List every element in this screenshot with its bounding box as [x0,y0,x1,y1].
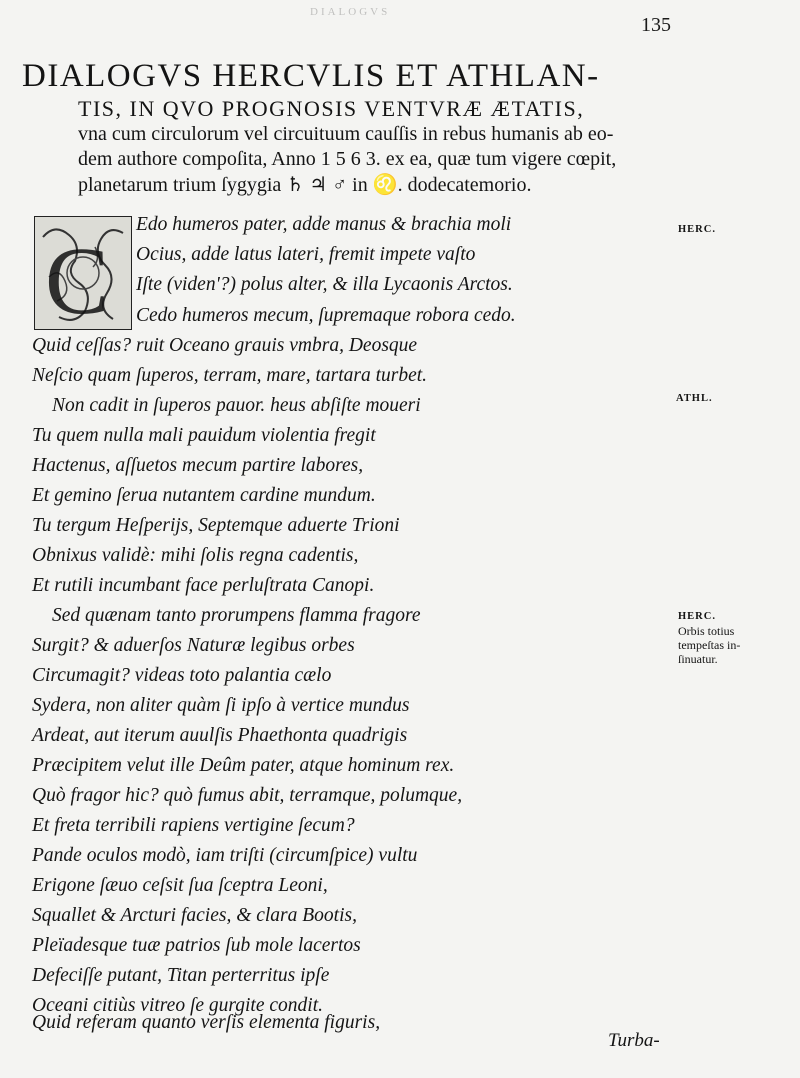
svg-text:C: C [45,227,110,329]
verse-line: Iſte (viden'?) polus alter, & illa Lycaonis Arctos. [136,274,513,295]
speaker-label: HERC. [678,224,716,235]
title-line-3: vna cum circulorum vel circuituum cauſſis in rebus humanis ab eo- [78,123,614,145]
verse-line: Sed quænam tanto prorumpens flamma fragore [52,605,421,626]
verse-line: Defeciſſe putant, Titan perterritus ipſe [32,965,330,986]
title-main: DIALOGVS HERCVLIS ET ATHLAN- [22,58,600,94]
decorated-initial [34,216,132,330]
verse-line: Edo humeros pater, adde manus & brachia moli [136,214,512,235]
speaker-label: ATHL. [676,393,713,404]
verse-line: Ocius, adde latus lateri, fremit impete vaſto [136,244,476,265]
verse-line: Tu tergum Heſperijs, Septemque aduerte Trioni [32,515,400,536]
title-line-5: planetarum trium ſygygia ♄ ♃ ♂ in ♌. dodecatemorio. [78,174,532,196]
verse-line: Et gemino ſerua nutantem cardine mundum. [32,485,376,506]
margin-note-line: Orbis totius [678,624,735,638]
verse-line: Pande oculos modò, iam triſti (circumſpice) vultu [32,845,418,866]
margin-note-line: ſinuatur. [678,652,718,666]
verse-line: Quò fragor hic? quò fumus abit, terramque, polumque, [32,785,463,806]
speaker-label: HERC. [678,611,716,622]
verse-line: Erigone ſæuo ceſsit ſua ſceptra Leoni, [32,875,328,896]
verse-line: Hactenus, aſſuetos mecum partire labores, [32,455,364,476]
title-line-4: dem authore compoſita, Anno 1 5 6 3. ex ea, quæ tum vigere cœpit, [78,148,617,170]
verse-line: Cedo humeros mecum, ſupremaque robora cedo. [136,305,516,326]
ornament-icon [35,217,131,329]
verse-line: Non cadit in ſuperos pauor. heus abſiſte moueri [52,395,421,416]
verse-line: Surgit? & aduerſos Naturæ legibus orbes [32,635,355,656]
verse-line: Præcipitem velut ille Deûm pater, atque hominum rex. [32,755,455,776]
verse-line: Et freta terribili rapiens vertigine ſecum? [32,815,355,836]
verse-line: Circumagit? videas toto palantia cælo [32,665,332,686]
verse-line: Quid referam quanto verſis elementa figuris, [32,1012,381,1033]
verse-line: Neſcio quam ſuperos, terram, mare, tartara turbet. [32,365,428,386]
verse-line: Obnixus validè: mihi ſolis regna cadentis, [32,545,359,566]
verse-line: Squallet & Arcturi facies, & clara Bootis, [32,905,357,926]
margin-note-line: tempeſtas in- [678,638,741,652]
title-line-2: TIS, IN QVO PROGNOSIS VENTVRÆ ÆTATIS, [78,96,585,121]
verse-line: Pleïadesque tuæ patrios ſub mole lacertos [32,935,361,956]
running-head: DIALOGVS [310,6,391,18]
verse-line: Oceani citiùs vitreo ſe gurgite condit. [32,995,323,1016]
catchword: Turba- [608,1030,660,1051]
verse-line: Ardeat, aut iterum auulſis Phaethonta quadrigis [32,725,408,746]
verse-line: Quid ceſſas? ruit Oceano grauis vmbra, Deosque [32,335,418,356]
verse-line: Tu quem nulla mali pauidum violentia fregit [32,425,376,446]
verse-line: Sydera, non aliter quàm ſi ipſo à vertice mundus [32,695,410,716]
margin-note [678,624,790,666]
page-number: 135 [641,14,671,36]
verse-line: Et rutili incumbant face perluſtrata Canopi. [32,575,375,596]
